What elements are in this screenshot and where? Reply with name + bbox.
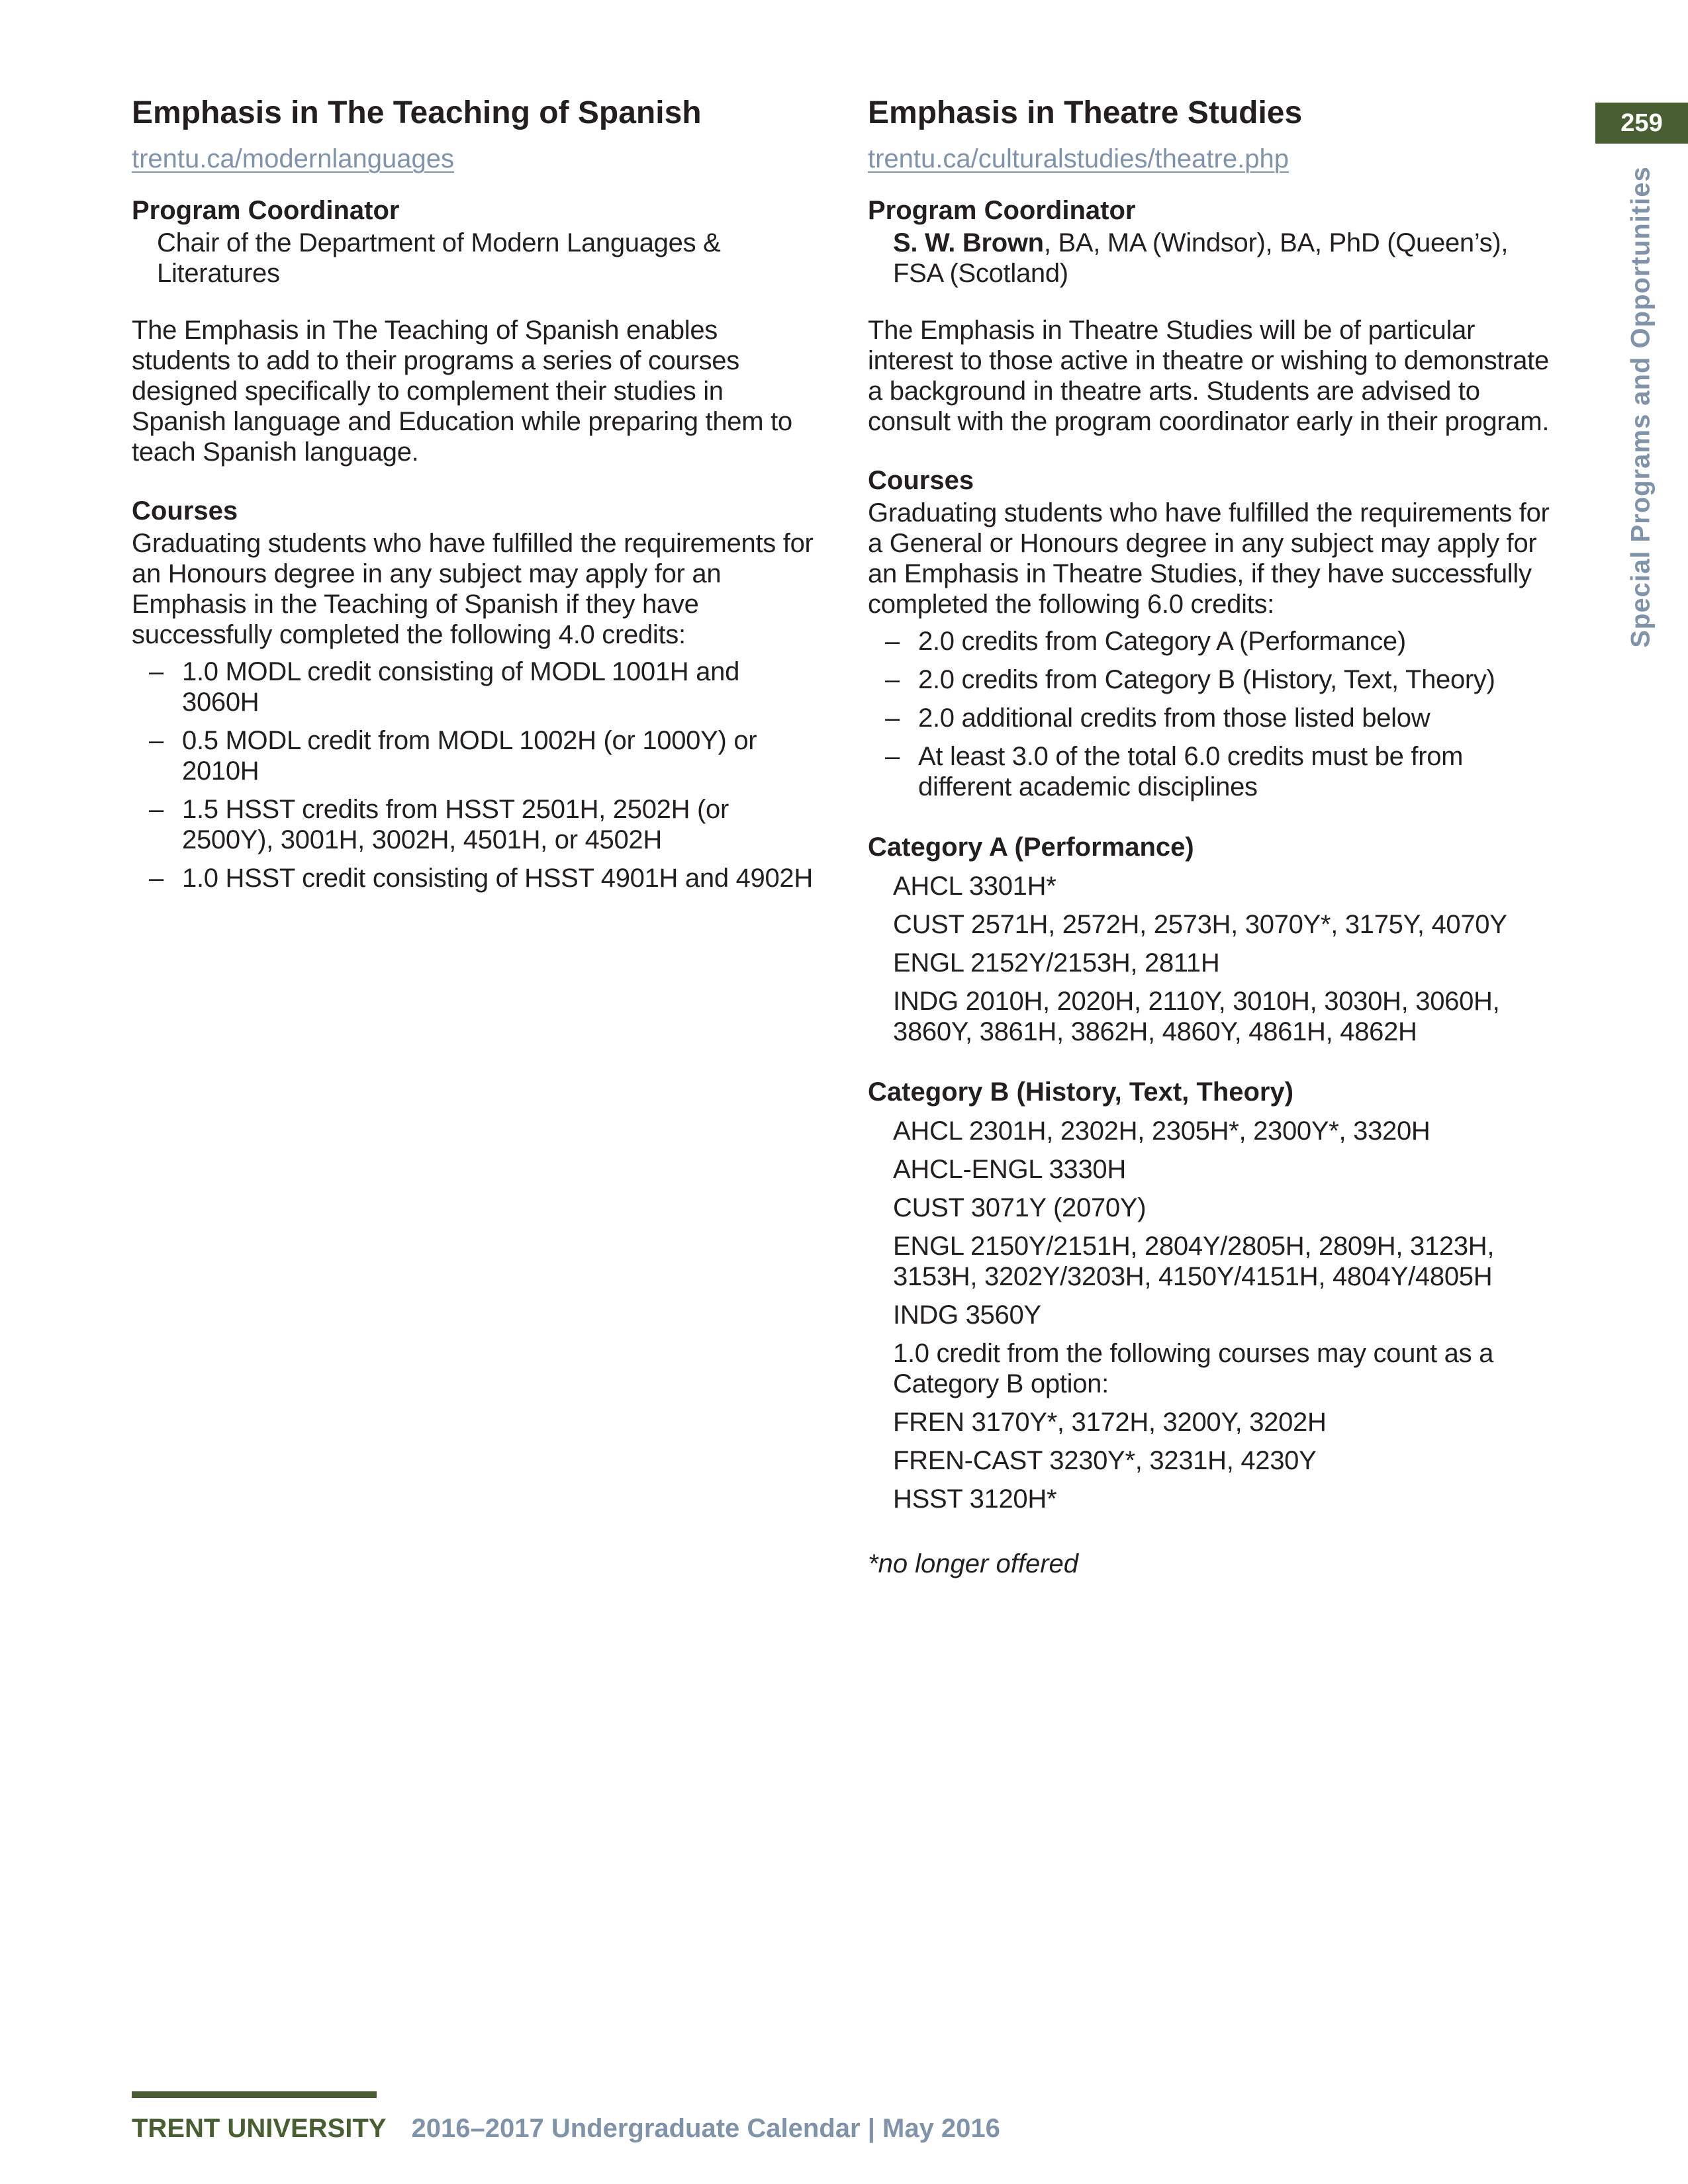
right-courses-text: Graduating students who have fulfilled the requirements for a General or Honours degree in any subject may apply for an Emphasis in Theatre Studies, if they have successfully completed the following 6.0 credits: [868,498,1550,619]
page-number-tab: 259 [1595,103,1688,144]
right-requirements-list [868,626,1556,802]
list-item: – 1.0 MODL credit consisting of MODL 1001H and 3060H [149,657,740,717]
right-column [868,93,1556,1579]
category-b-item: ENGL 2150Y/2151H, 2804Y/2805H, 2809H, 3123H, 3153H, 3202Y/3203H, 4150Y/4151H, 4804Y/4805H [893,1232,1495,1291]
category-a-item: AHCL 3301H* [893,872,1056,901]
left-courses-label: Courses [132,496,238,525]
list-item: – 1.0 HSST credit consisting of HSST 4901H and 4902H [149,864,813,893]
category-b-item: HSST 3120H* [893,1484,1057,1514]
right-coordinator-label: Program Coordinator [868,196,1136,225]
footer [132,2110,1000,2147]
category-b-item: CUST 3071Y (2070Y) [893,1193,1147,1222]
list-item: – 2.0 credits from Category A (Performance) [885,627,1406,656]
category-a-item: INDG 2010H, 2020H, 2110Y, 3010H, 3030H, 3060H, 3860Y, 3861H, 3862H, 4860Y, 4861H, 4862H [893,987,1500,1046]
list-item: – 2.0 additional credits from those listed below [885,704,1430,733]
list-item: – 2.0 credits from Category B (History, Text, Theory) [885,665,1495,694]
footer-university: TRENT UNIVERSITY [132,2114,387,2143]
left-courses-text: Graduating students who have fulfilled the requirements for an Honours degree in any subject may apply for an Emphasis in the Teaching of Spanish if they have successfully completed the following 4.0 credits: [132,529,814,649]
list-item: – At least 3.0 of the total 6.0 credits must be from different academic disciplines [885,742,1464,801]
footer-calendar: 2016–2017 Undergraduate Calendar | May 2016 [411,2114,1000,2143]
right-intro: The Emphasis in Theatre Studies will be of particular interest to those active in theatre or wishing to demonstrate a background in theatre arts. Students are advised to consult with the program coordinator early in their program. [868,316,1550,436]
list-item: – 0.5 MODL credit from MODL 1002H (or 1000Y) or 2010H [149,726,757,786]
coordinator-name: S. W. Brown [893,228,1044,257]
right-courses-label: Courses [868,466,974,495]
left-requirements-list [132,657,820,893]
footer-rule [132,2091,377,2098]
section-side-title [1611,166,1671,648]
category-b-item: 1.0 credit from the following courses may count as a Category B option: [893,1339,1494,1398]
left-coordinator-line1: Chair of the Department of Modern Languages & [157,228,721,257]
category-b-label: Category B (History, Text, Theory) [868,1077,1294,1107]
left-intro: The Emphasis in The Teaching of Spanish enables students to add to their programs a series of courses designed specifically to complement their studies in Spanish language and Education while preparing them to teach Spanish language. [132,316,792,467]
left-program-link[interactable]: trentu.ca/modernlanguages [132,144,454,173]
right-program-link[interactable]: trentu.ca/culturalstudies/theatre.php [868,144,1289,173]
section-side-title-text: Special Programs and Opportunities [1626,166,1656,648]
left-heading: Emphasis in The Teaching of Spanish [132,95,702,130]
category-b-item: INDG 3560Y [893,1300,1041,1330]
category-a-label: Category A (Performance) [868,833,1194,862]
left-coordinator-line2: Literatures [157,259,280,288]
right-coordinator-line2: FSA (Scotland) [893,259,1068,288]
list-item: – 1.5 HSST credits from HSST 2501H, 2502H (or 2500Y), 3001H, 3002H, 4501H, or 4502H [149,795,729,854]
category-b-item: FREN 3170Y*, 3172H, 3200Y, 3202H [893,1408,1327,1437]
category-b-item: FREN-CAST 3230Y*, 3231H, 4230Y [893,1446,1317,1475]
category-b-item: AHCL 2301H, 2302H, 2305H*, 2300Y*, 3320H [893,1116,1430,1146]
coordinator-credentials: , BA, MA (Windsor), BA, PhD (Queen’s), [1043,228,1509,257]
category-a-item: ENGL 2152Y/2153H, 2811H [893,948,1220,978]
category-b-item: AHCL-ENGL 3330H [893,1155,1126,1184]
footnote: *no longer offered [868,1549,1079,1578]
left-column [132,93,820,901]
right-heading: Emphasis in Theatre Studies [868,95,1303,130]
category-a-item: CUST 2571H, 2572H, 2573H, 3070Y*, 3175Y, 4070Y [893,910,1507,939]
right-coordinator-line1 [868,228,1556,258]
left-coordinator-label: Program Coordinator [132,196,400,225]
